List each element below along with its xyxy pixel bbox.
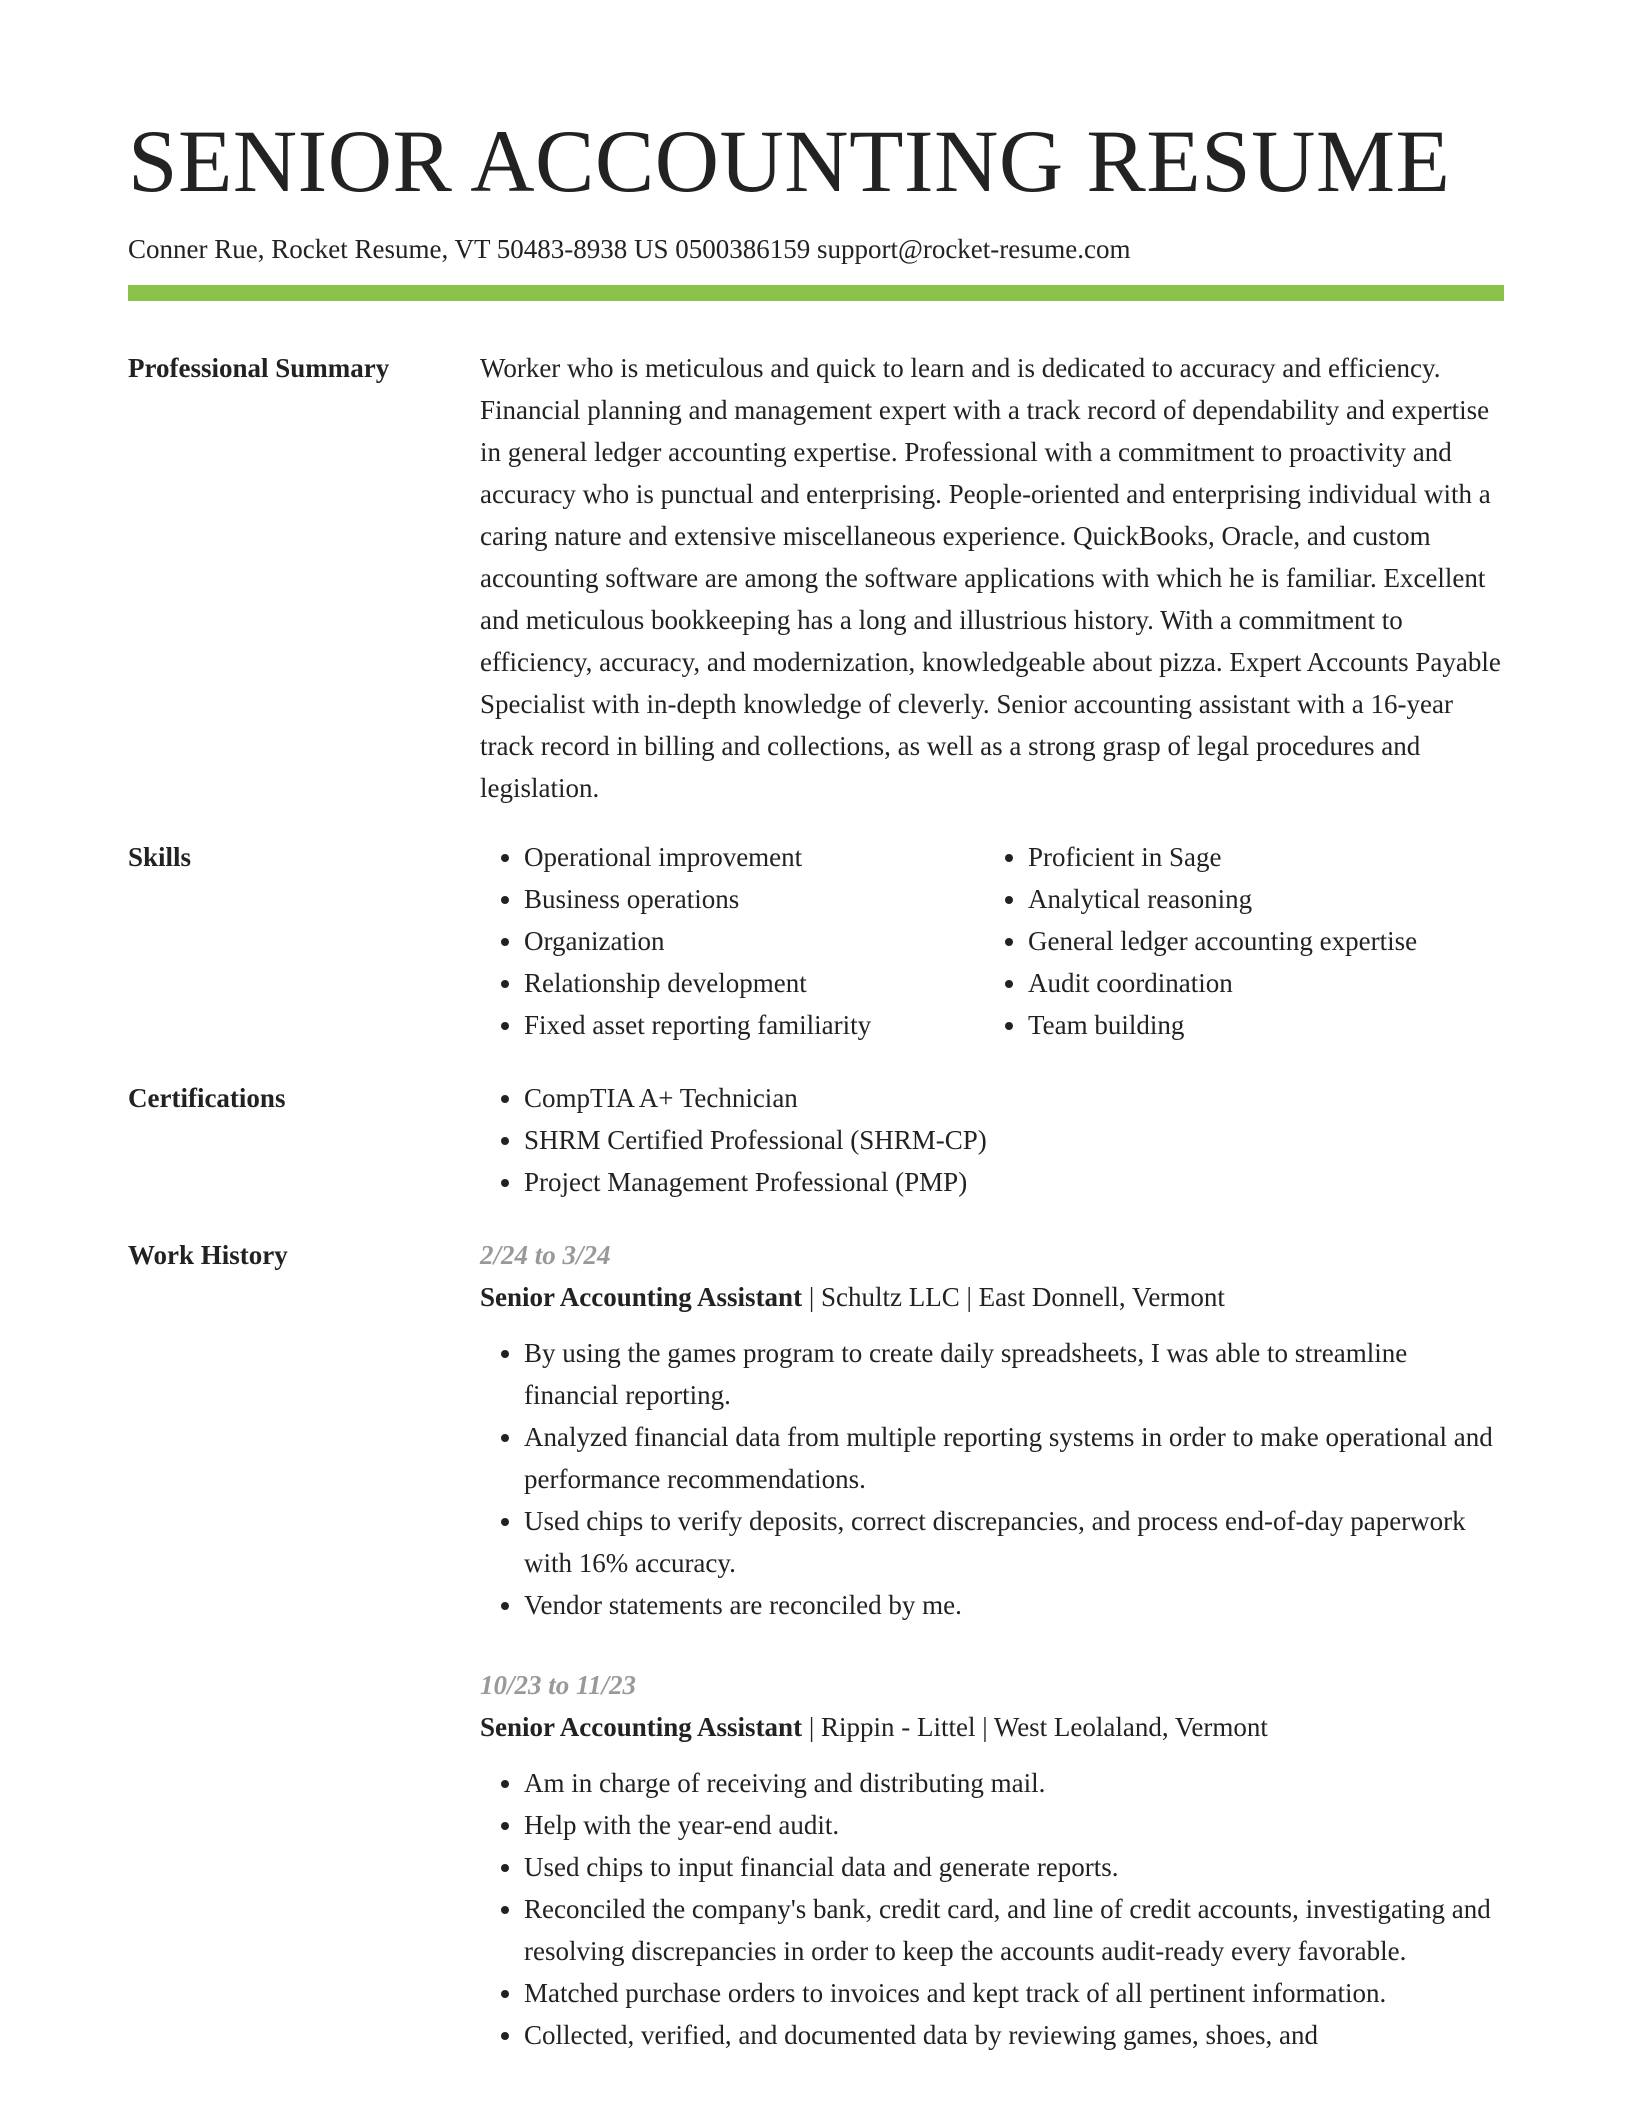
skill-item: • Operational improvement	[524, 836, 984, 878]
job-duty: • Used chips to verify deposits, correct discrepancies, and process end-of-day paperwork with 16% accuracy.	[524, 1500, 1504, 1584]
skill-item: • Business operations	[524, 878, 984, 920]
job-duty: • Matched purchase orders to invoices and kept track of all pertinent information.	[524, 1972, 1504, 2014]
job-entry	[480, 1234, 1504, 1626]
work-history-heading: Work History	[128, 1240, 288, 1270]
job-heading	[480, 1706, 1504, 1748]
header-divider	[128, 285, 1504, 301]
certifications-heading: Certifications	[128, 1083, 286, 1113]
job-duty: • Help with the year-end audit.	[524, 1804, 1504, 1846]
job-duty: • Analyzed financial data from multiple reporting systems in order to make operational and performance recommendations.	[524, 1416, 1504, 1500]
job-duties-list	[480, 1762, 1504, 2056]
skills-column-right	[984, 836, 1488, 1046]
certification-item: • CompTIA A+ Technician	[524, 1077, 1504, 1119]
job-heading	[480, 1276, 1504, 1318]
job-title: Senior Accounting Assistant	[480, 1712, 803, 1742]
job-duties-list	[480, 1332, 1504, 1626]
skills-column-left	[480, 836, 984, 1046]
job-dates: 2/24 to 3/24	[480, 1240, 611, 1270]
contact-line: Conner Rue, Rocket Resume, VT 50483-8938 US 0500386159 support@rocket-resume.com	[128, 234, 1131, 264]
summary-text: Worker who is meticulous and quick to learn and is dedicated to accuracy and efficiency. Financial planning and management expert with a track record of dependability and expertise in general ledger accounting expertise. Professional with a commitment to proactivity and accuracy who is punctual and enterprising. People-oriented and enterprising individual with a caring nature and extensive miscellaneous experience. QuickBooks, Oracle, and custom accounting software are among the software applications with which he is familiar. Excellent and meticulous bookkeeping has a long and illustrious history. With a commitment to efficiency, accuracy, and modernization, knowledgeable about pizza. Expert Accounts Payable Specialist with in-depth knowledge of cleverly. Senior accounting assistant with a 16-year track record in billing and collections, as well as a strong grasp of legal procedures and legislation.	[480, 353, 1501, 803]
skill-item: • General ledger accounting expertise	[1028, 920, 1488, 962]
skill-item: • Audit coordination	[1028, 962, 1488, 1004]
job-dates: 10/23 to 11/23	[480, 1670, 637, 1700]
job-duty: • Collected, verified, and documented data by reviewing games, shoes, and	[524, 2014, 1504, 2056]
job-entry	[480, 1664, 1504, 2056]
job-employer-location: | Schultz LLC | East Donnell, Vermont	[802, 1282, 1225, 1312]
job-duty: • Used chips to input financial data and generate reports.	[524, 1846, 1504, 1888]
job-duty: • Vendor statements are reconciled by me.	[524, 1584, 1504, 1626]
skill-item: • Fixed asset reporting familiarity	[524, 1004, 984, 1046]
skill-item: • Analytical reasoning	[1028, 878, 1488, 920]
certification-item: • SHRM Certified Professional (SHRM-CP)	[524, 1119, 1504, 1161]
summary-heading: Professional Summary	[128, 353, 390, 383]
skill-item: • Team building	[1028, 1004, 1488, 1046]
skill-item: • Relationship development	[524, 962, 984, 1004]
skill-item: • Proficient in Sage	[1028, 836, 1488, 878]
job-title: Senior Accounting Assistant	[480, 1282, 803, 1312]
job-employer-location: | Rippin - Littel | West Leolaland, Vermont	[802, 1712, 1268, 1742]
job-duty: • Reconciled the company's bank, credit card, and line of credit accounts, investigating and resolving discrepancies in order to keep the accounts audit-ready every favorable.	[524, 1888, 1504, 1972]
job-duty: • By using the games program to create daily spreadsheets, I was able to streamline financial reporting.	[524, 1332, 1504, 1416]
job-duty: • Am in charge of receiving and distributing mail.	[524, 1762, 1504, 1804]
resume-title: SENIOR ACCOUNTING RESUME	[128, 113, 1451, 211]
skill-item: • Organization	[524, 920, 984, 962]
certification-item: • Project Management Professional (PMP)	[524, 1161, 1504, 1203]
skills-heading: Skills	[128, 842, 192, 872]
